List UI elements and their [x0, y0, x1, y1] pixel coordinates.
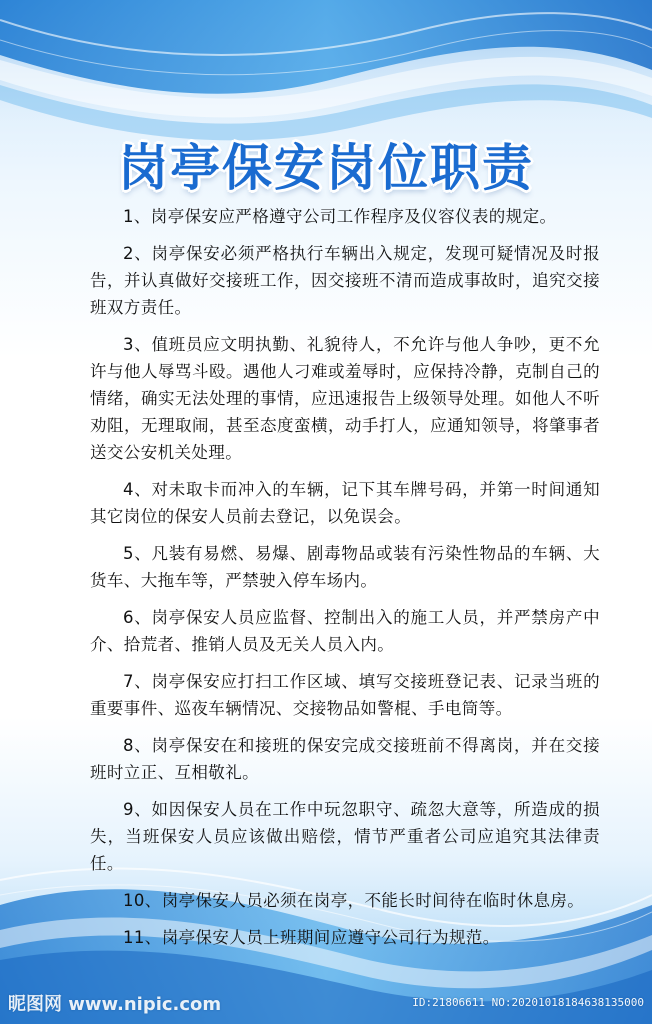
list-item: 9、如因保安人员在工作中玩忽职守、疏忽大意等，所造成的损失，当班保安人员应该做出赔偿，情节严重者公司应追究其法律责任。 — [90, 800, 600, 873]
list-item: 6、岗亭保安人员应监督、控制出入的施工人员，并严禁房产中介、拾荒者、推销人员及无关人员入内。 — [90, 608, 600, 654]
list-item: 8、岗亭保安在和接班的保安完成交接班前不得离岗，并在交接班时立正、互相敬礼。 — [90, 736, 600, 782]
list-item: 2、岗亭保安必须严格执行车辆出入规定，发现可疑情况及时报告，并认真做好交接班工作，因交接班不清而造成事故时，追究交接班双方责任。 — [90, 244, 600, 317]
list-item: 4、对未取卡而冲入的车辆，记下其车牌号码，并第一时间通知其它岗位的保安人员前去登记，以免误会。 — [90, 480, 600, 526]
list-item: 7、岗亭保安应打扫工作区域、填写交接班登记表、记录当班的重要事件、巡夜车辆情况、交接物品如警棍、手电筒等。 — [90, 672, 600, 718]
list-item: 1、岗亭保安应严格遵守公司工作程序及仪容仪表的规定。 — [123, 207, 557, 226]
list-item: 5、凡装有易燃、易爆、剧毒物品或装有污染性物品的车辆、大货车、大拖车等，严禁驶入停车场内。 — [90, 544, 600, 590]
watermark-id: ID:21806611 NO:20201018184638135000 — [412, 996, 644, 1009]
list-item: 11、岗亭保安人员上班期间应遵守公司行为规范。 — [123, 928, 500, 947]
list-item: 10、岗亭保安人员必须在岗亭，不能长时间待在临时休息房。 — [123, 891, 585, 910]
duty-list — [90, 203, 600, 961]
list-item: 3、值班员应文明执勤、礼貌待人，不允许与他人争吵，更不允许与他人辱骂斗殴。遇他人刁难或羞辱时，应保持冷静，克制自己的情绪，确实无法处理的事情，应迅速报告上级领导处理。如他人不听劝阻，无理取闹，甚至态度蛮横，动手打人，应通知领导，将肇事者送交公安机关处理。 — [90, 335, 600, 462]
watermark-logo: 昵图网 www.nipic.com — [8, 994, 222, 1015]
page-title: 岗亭保安岗位职责 — [118, 139, 534, 197]
